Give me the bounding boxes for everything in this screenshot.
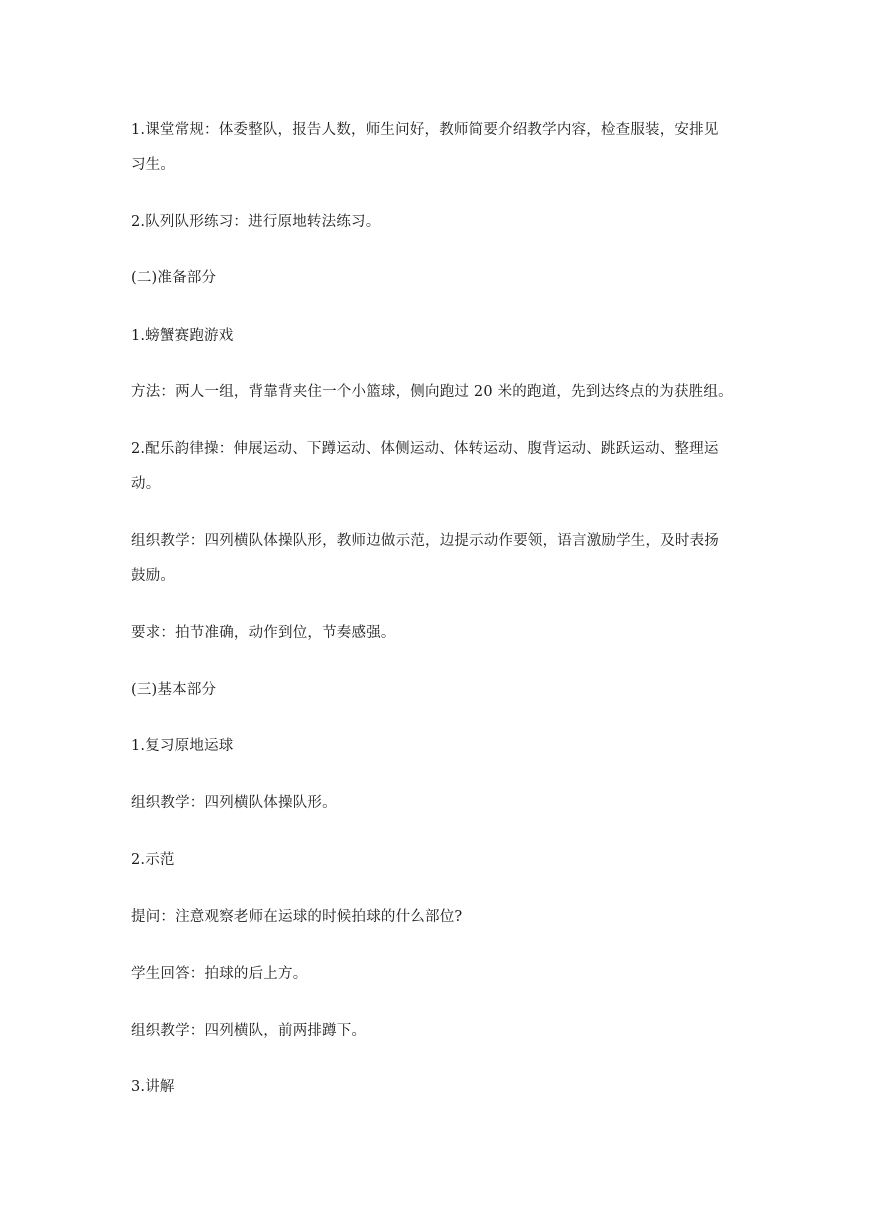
text-line: 要求：拍节准确，动作到位，节奏感强。: [131, 625, 396, 641]
text-line: 3.讲解: [131, 1079, 175, 1095]
text-line: 1.复习原地运球: [131, 738, 234, 754]
text-line: 1.课堂常规：体委整队，报告人数，师生问好，教师简要介绍教学内容，检查服装，安排见: [131, 122, 719, 138]
text-line: 2.配乐韵律操：伸展运动、下蹲运动、体侧运动、体转运动、腹背运动、跳跃运动、整理运: [131, 441, 719, 457]
text-line: 组织教学：四列横队体操队形。: [131, 795, 337, 811]
text-line: 组织教学：四列横队，前两排蹲下。: [131, 1023, 367, 1039]
text-line: 动。: [131, 476, 161, 492]
text-line: 2.示范: [131, 852, 175, 868]
text-line: 学生回答：拍球的后上方。: [131, 966, 308, 982]
text-line: 方法：两人一组，背靠背夹住一个小篮球，侧向跑过 20 米的跑道，先到达终点的为获胜组。: [131, 384, 733, 400]
section-heading: (三)基本部分: [131, 682, 217, 698]
text-line: 组织教学：四列横队体操队形，教师边做示范，边提示动作要领，语言激励学生，及时表扬: [131, 533, 719, 549]
text-line: 提问：注意观察老师在运球的时候拍球的什么部位?: [131, 909, 463, 925]
text-line: 1.螃蟹赛跑游戏: [131, 328, 234, 344]
text-line: 2.队列队形练习：进行原地转法练习。: [131, 214, 381, 230]
text-line: 习生。: [131, 157, 176, 173]
text-line: 鼓励。: [131, 568, 176, 584]
section-heading: (二)准备部分: [131, 270, 217, 286]
